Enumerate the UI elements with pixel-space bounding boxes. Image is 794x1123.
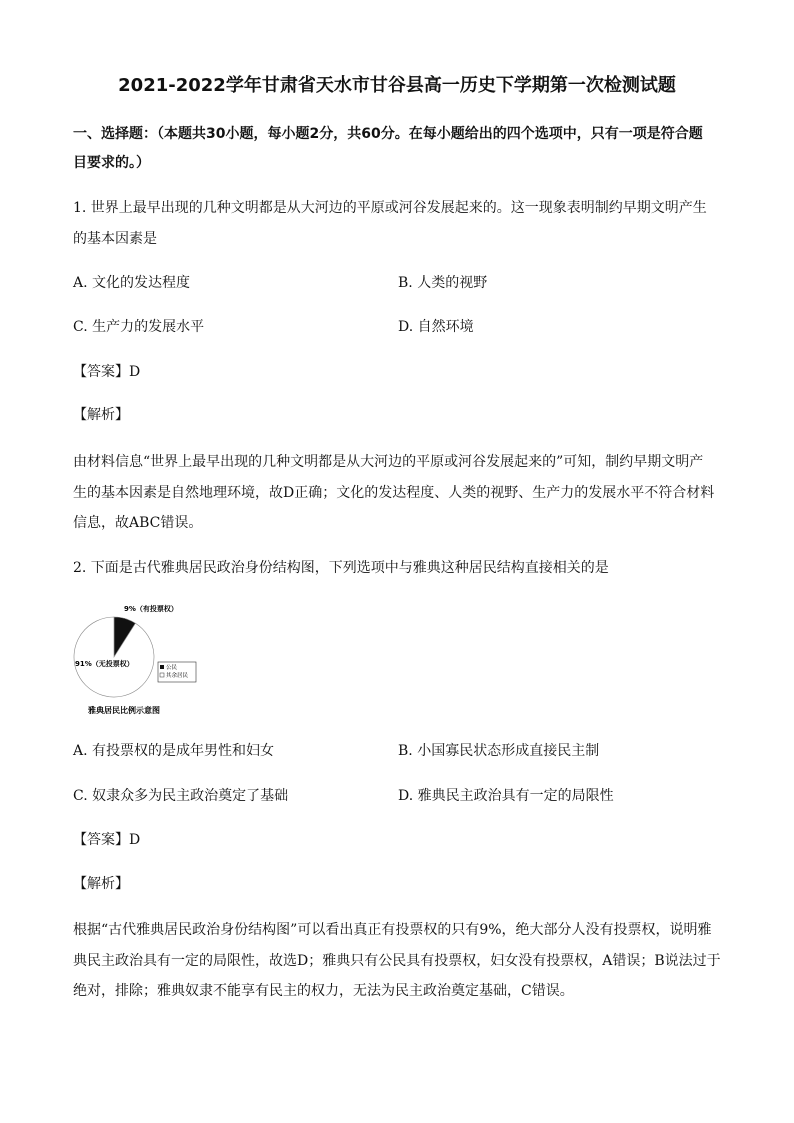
q1-analysis-line3: 信息，故ABC错误。 bbox=[73, 515, 203, 531]
q2-option-d: D. 雅典民主政治具有一定的局限性 bbox=[398, 788, 614, 804]
legend-label-citizen: 公民 bbox=[166, 665, 178, 671]
q2-option-c: C. 奴隶众多为民主政治奠定了基础 bbox=[73, 788, 289, 804]
q2-stem: 2. 下面是古代雅典居民政治身份结构图，下列选项中与雅典这种居民结构直接相关的是 bbox=[73, 560, 609, 576]
pie-legend bbox=[158, 662, 196, 682]
slice-label-voting: 9%（有投票权） bbox=[124, 605, 178, 613]
q2-analysis-line3: 绝对，排除；雅典奴隶不能享有民主的权力，无法为民主政治奠定基础，C错误。 bbox=[73, 983, 574, 999]
q1-analysis-label: 【解析】 bbox=[73, 407, 129, 423]
q2-analysis-line2: 典民主政治具有一定的局限性，故选D；雅典只有公民具有投票权，妇女没有投票权，A错误；B说法过于 bbox=[73, 953, 721, 969]
q1-option-b: B. 人类的视野 bbox=[398, 275, 488, 291]
q1-option-c: C. 生产力的发展水平 bbox=[73, 319, 205, 335]
section-heading-line2: 目要求的。） bbox=[73, 155, 150, 171]
q2-analysis-label: 【解析】 bbox=[73, 876, 129, 892]
q2-option-b: B. 小国寡民状态形成直接民主制 bbox=[398, 743, 600, 759]
pie-slices bbox=[74, 617, 154, 697]
q1-analysis-line2: 生的基本因素是自然地理环境，故D正确；文化的发达程度、人类的视野、生产力的发展水平不符合材料 bbox=[73, 485, 715, 501]
q2-analysis-line1: 根据“古代雅典居民政治身份结构图”可以看出真正有投票权的只有9%，绝大部分人没有投票权，说明雅 bbox=[73, 922, 712, 938]
legend-swatch-citizen bbox=[160, 665, 164, 669]
q1-option-d: D. 自然环境 bbox=[398, 319, 474, 335]
slice-label-nonvoting: 91%（无投票权） bbox=[75, 660, 134, 668]
pie-slice-nonvoting bbox=[74, 617, 154, 697]
page-title: 2021-2022学年甘肃省天水市甘谷县高一历史下学期第一次检测试题 bbox=[118, 75, 676, 96]
q1-stem-line2: 的基本因素是 bbox=[73, 231, 157, 247]
q1-option-a: A. 文化的发达程度 bbox=[73, 275, 191, 291]
q1-analysis-line1: 由材料信息“世界上最早出现的几种文明都是从大河边的平原或河谷发展起来的”可知，制约早期文明产 bbox=[73, 454, 704, 470]
q2-option-a: A. 有投票权的是成年男性和妇女 bbox=[73, 743, 275, 759]
chart-caption: 雅典居民比例示意图 bbox=[88, 706, 160, 715]
q1-answer: 【答案】D bbox=[73, 364, 141, 380]
pie-chart-figure bbox=[72, 600, 202, 718]
pie-chart bbox=[72, 600, 202, 718]
q2-answer: 【答案】D bbox=[73, 832, 141, 848]
legend-swatch-others bbox=[160, 673, 164, 677]
q1-stem-line1: 1. 世界上最早出现的几种文明都是从大河边的平原或河谷发展起来的。这一现象表明制约早期文明产生 bbox=[73, 200, 707, 216]
section-heading-line1: 一、选择题：（本题共30小题，每小题2分，共60分。在每小题给出的四个选项中，只有一项是符合题 bbox=[73, 126, 703, 142]
legend-label-others: 其余居民 bbox=[166, 673, 189, 679]
